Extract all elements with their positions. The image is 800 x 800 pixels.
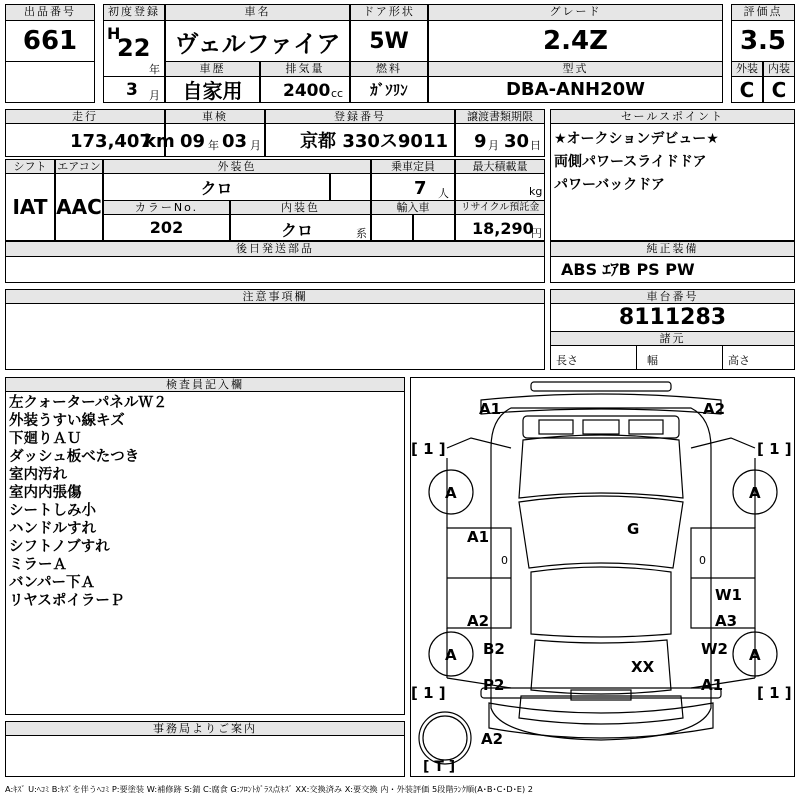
mileage: 173,407 — [70, 131, 152, 152]
color-no: 202 — [103, 214, 230, 241]
displacement-cell — [260, 76, 350, 103]
inspection-cell — [165, 123, 265, 157]
inspector-line: バンパー下Ａ — [9, 575, 95, 591]
inspector-label: 検査員記入欄 — [5, 377, 405, 392]
lot-number: 661 — [5, 20, 95, 62]
mark-left-front-door: A1 — [467, 528, 490, 546]
windshield-shape — [519, 496, 683, 568]
shift: IAT — [5, 173, 55, 241]
color-no-label: カラーNo. — [103, 200, 230, 215]
era: H — [107, 24, 121, 43]
mark-left-rear-panel: B2 — [483, 640, 505, 658]
ext-color-label: 外装色 — [103, 159, 371, 174]
hood-shape — [519, 435, 683, 498]
inspector-line: 下廻りＡＵ — [9, 431, 82, 447]
int-color-unit: 系 — [356, 227, 367, 240]
recycle-cell — [455, 214, 545, 241]
exterior-grade: C — [731, 76, 763, 103]
mark-bracket-rear-left: [ 1 ] — [411, 684, 446, 702]
chassis-number: 8111283 — [550, 303, 795, 332]
grade: 2.4Z — [428, 20, 723, 62]
inspector-line: シートしみ小 — [9, 503, 96, 519]
grade-label: グレード — [428, 4, 723, 21]
shift-label: シフト — [5, 159, 55, 174]
mileage-label: 走行 — [5, 109, 165, 124]
recycle-label: リサイクル預託金 — [455, 200, 545, 215]
capacity-cell — [371, 173, 455, 201]
mileage-unit: km — [144, 131, 175, 152]
mark-bracket-rear-right: [ 1 ] — [757, 684, 792, 702]
int-color: クロ — [281, 221, 314, 240]
car-name: ヴェルファイア — [165, 20, 350, 62]
fender-shape — [447, 438, 755, 448]
mark-rear-right-wheel: A — [749, 646, 761, 664]
ext-color: クロ — [200, 178, 233, 198]
model-label: 型式 — [428, 61, 723, 77]
score: 3.5 — [731, 20, 795, 62]
car-diagram-svg — [411, 378, 794, 776]
mark-spare: [ T ] — [423, 759, 456, 775]
equipment-label: 純正装備 — [550, 241, 795, 257]
capacity-unit: 人 — [438, 187, 449, 200]
mark-right-quarter: A3 — [715, 612, 738, 630]
sales-point-line: パワーバックドア — [554, 177, 665, 193]
inspector-line: シフトノブすれ — [9, 539, 110, 555]
fuel: ｶﾞｿﾘﾝ — [350, 76, 428, 103]
displacement: 2400 — [283, 81, 331, 101]
office-area — [5, 735, 405, 777]
equipment: ABS ｴｱB PS PW — [550, 256, 795, 283]
model: DBA-ANH20W — [428, 76, 723, 103]
height-cell — [722, 345, 795, 370]
import-cell-left — [371, 214, 413, 241]
transfer-cell — [455, 123, 545, 157]
first-reg-month-cell — [103, 76, 165, 103]
ac: AAC — [55, 173, 103, 241]
inspector-line: ハンドルすれ — [9, 521, 96, 537]
mark-windshield: G — [627, 520, 640, 538]
reg-no-label: 登録番号 — [265, 109, 455, 124]
width-cell — [636, 345, 723, 370]
ext-color-extra — [330, 173, 371, 201]
max-load-unit: kg — [529, 185, 543, 198]
car-diagram — [410, 377, 795, 777]
notes-area — [5, 303, 545, 370]
mark-right-rear-door: W1 — [715, 586, 742, 604]
mark-right-rear-bumper: A1 — [701, 676, 724, 694]
import-label: 輸入車 — [371, 200, 455, 215]
rear-bumper-lower-shape — [489, 703, 713, 738]
grille-left-shape — [539, 420, 573, 434]
roof-spoiler-shape — [531, 382, 671, 391]
mark-tailgate: XX — [631, 658, 655, 676]
recycle-fee: 18,290 — [472, 219, 534, 238]
inspection-month: 03 — [222, 131, 248, 152]
door-label: ドア形状 — [350, 4, 428, 21]
mark-left-zero: 0 — [501, 554, 508, 567]
year-unit: 年 — [149, 63, 160, 76]
history-label: 車歴 — [165, 61, 260, 77]
mark-rear-left-wheel: A — [445, 646, 457, 664]
mark-front-left: A1 — [479, 400, 502, 418]
displacement-label: 排気量 — [260, 61, 350, 77]
mark-front-left-wheel: A — [445, 484, 457, 502]
transfer-month-unit: 月 — [488, 139, 499, 152]
lot-blank — [5, 61, 95, 103]
inspector-line: 室内汚れ — [9, 467, 67, 483]
inspector-notes — [5, 391, 405, 715]
inspector-line: 外装うすい線キズ — [9, 413, 125, 429]
chassis-label: 車台番号 — [550, 289, 795, 304]
displacement-unit: cc — [331, 87, 344, 100]
inspector-line: ミラーＡ — [9, 557, 67, 573]
mileage-cell — [5, 123, 175, 157]
fuel-label: 燃料 — [350, 61, 428, 77]
spec-label: 諸元 — [550, 331, 795, 346]
roof-shape — [531, 567, 671, 637]
transfer-day-unit: 日 — [530, 139, 541, 152]
interior-grade: C — [763, 76, 795, 103]
sales-point-line: ★オークションデビュー★ — [554, 131, 719, 147]
capacity: 7 — [414, 178, 427, 199]
sales-points-label: セールスポイント — [550, 109, 795, 124]
grille-right-shape — [629, 420, 663, 434]
mark-rear-spoiler: P2 — [483, 676, 505, 694]
max-load-label: 最大積載量 — [455, 159, 545, 174]
exterior-label: 外装 — [731, 61, 763, 77]
inspector-line: ダッシュ板べたつき — [9, 449, 140, 465]
mark-right-zero: 0 — [699, 554, 706, 567]
inspector-line: 左クォーターパネルＷ２ — [9, 395, 168, 411]
inspection-label: 車検 — [165, 109, 265, 124]
int-color-cell — [230, 214, 371, 241]
transfer-day: 30 — [504, 131, 530, 152]
mark-front-right-wheel: A — [749, 484, 761, 502]
interior-label: 内装 — [763, 61, 795, 77]
later-parts-cell — [5, 256, 545, 283]
first-reg-year-cell — [103, 20, 165, 77]
month-unit: 月 — [149, 89, 160, 102]
mark-bracket-right: [ 1 ] — [757, 440, 792, 458]
car-name-label: 車名 — [165, 4, 350, 21]
inspector-line: リヤスポイラーＰ — [9, 593, 125, 609]
width-label: 幅 — [647, 354, 658, 367]
reg-no: 京都 330ス9011 — [265, 123, 455, 157]
score-label: 評価点 — [731, 4, 795, 21]
inspection-year-unit: 年 — [208, 139, 219, 152]
mark-right-rear-panel: W2 — [701, 640, 728, 658]
height-label: 高さ — [728, 354, 750, 367]
office-label: 事務局よりご案内 — [5, 721, 405, 736]
import-cell-right — [413, 214, 455, 241]
first-reg-year: 22 — [117, 34, 151, 62]
history: 自家用 — [165, 76, 260, 103]
max-load-cell — [455, 173, 545, 201]
mark-left-rear-door: A2 — [467, 612, 490, 630]
legend: A:ｷｽﾞ U:ﾍｺﾐ B:ｷｽﾞを伴うﾍｺﾐ P:要塗装 W:補修跡 S:錆 C:腐食 G:ﾌﾛﾝﾄｶﾞﾗｽ点ｷｽﾞ XX:交換済み X:要交換 内・外装評価 5段階ﾗﾝｸ順(A･B･C･D･E) 2 — [5, 784, 533, 794]
sales-point-line: 両側パワースライドドア — [554, 154, 707, 170]
later-parts-label: 後日発送部品 — [5, 241, 545, 257]
transfer-month: 9 — [474, 131, 487, 152]
mark-bracket-left: [ 1 ] — [411, 440, 446, 458]
mark-front-right: A2 — [703, 400, 726, 418]
inspection-month-unit: 月 — [250, 139, 261, 152]
int-color-label: 内装色 — [230, 200, 371, 215]
transfer-label: 譲渡書類期限 — [455, 109, 545, 124]
sales-points — [550, 123, 795, 241]
mark-rear-bumper: A2 — [481, 730, 504, 748]
lot-label: 出品番号 — [5, 4, 95, 21]
front-bumper-shape — [481, 394, 721, 414]
ac-label: エアコン — [55, 159, 103, 174]
inspection-year: 09 — [180, 131, 206, 152]
first-reg-month: 3 — [126, 80, 138, 100]
grille-center-shape — [583, 420, 619, 434]
recycle-unit: 円 — [531, 227, 542, 240]
capacity-label: 乗車定員 — [371, 159, 455, 174]
length-cell — [550, 345, 637, 370]
inspector-line: 室内内張傷 — [9, 485, 82, 501]
spare-tire-inner-shape — [423, 716, 467, 760]
length-label: 長さ — [556, 354, 578, 367]
notes-label: 注意事項欄 — [5, 289, 545, 304]
spare-tire-shape — [419, 712, 471, 764]
door-type: 5W — [350, 20, 428, 62]
first-reg-label: 初度登録 — [103, 4, 165, 21]
